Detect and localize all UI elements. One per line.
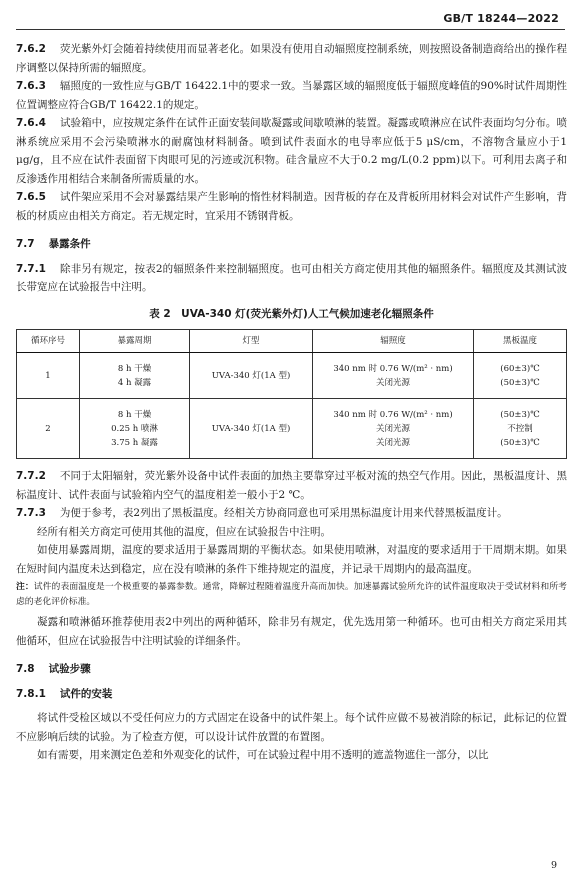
table-row <box>17 399 567 459</box>
note <box>16 580 567 609</box>
clause-text: 除非另有规定，按表2的辐照条件来控制辐照度。也可由相关方商定使用其他的辐照条件。辐照度及其测试波长带宽应在试验报告中注明。 <box>16 262 567 293</box>
clause-number: 7.7.1 <box>16 262 46 275</box>
black-panel-temperature: (50±3)℃ 不控制 (50±3)℃ <box>474 399 567 459</box>
paragraph-masking: 如有需要，用来测定色差和外观变化的试件，可在试验过程中用不透明的遮盖物遮住一部分，以比 <box>37 749 489 761</box>
header-rule <box>16 29 565 30</box>
col-header-period: 暴露周期 <box>80 330 190 353</box>
exposure-period: 8 h 干燥 4 h 凝露 <box>80 353 190 399</box>
clause-7-7-3 <box>16 504 567 523</box>
lamp-type: UVA-340 灯(1A 型) <box>190 353 313 399</box>
section-heading-7-8-1 <box>16 685 567 704</box>
table-2-title: 表 2 UVA-340 灯(荧光紫外灯)人工气候加速老化辐照条件 <box>149 307 434 320</box>
col-header-cycle: 循环序号 <box>17 330 80 353</box>
clause-number: 7.6.3 <box>16 80 46 92</box>
section-title: 暴露条件 <box>48 238 91 250</box>
col-header-lamp: 灯型 <box>190 330 313 353</box>
paragraph-cycles: 凝露和喷淋循环推荐使用表2中列出的两种循环，除非另有规定，优先选用第一种循环。也可由相关方商定采用其他循环，但应在试验报告中注明试验的详细条件。 <box>16 616 567 647</box>
standard-number: GB/T 18244—2022 <box>443 12 559 25</box>
paragraph-mounting: 将试件受检区域以不受任何应力的方式固定在设备中的试件架上。每个试件应做不易被消除的标记，此标记的位置不应影响后续的试验。为了检查方便，可以设计试件放置的布置图。 <box>16 712 567 743</box>
exposure-period: 8 h 干燥 0.25 h 喷淋 3.75 h 凝露 <box>80 399 190 459</box>
table-2 <box>16 329 567 459</box>
clause-number: 7.6.5 <box>16 191 46 203</box>
irradiance: 340 nm 时 0.76 W/(m² · nm) 关闭光源 关闭光源 <box>313 399 474 459</box>
cycle-number: 2 <box>17 399 80 459</box>
clause-7-7-2 <box>16 467 567 504</box>
note-text: 试件的表面温度是一个极重要的暴露参数。通常，降解过程随着温度升高而加快。加速暴露试验所允许的试件温度取决于受试材料和所考虑的老化评价标准。 <box>16 582 567 607</box>
clause-number: 7.7.3 <box>16 507 46 519</box>
clause-7-6-4 <box>16 114 567 188</box>
section-title: 试件的安装 <box>59 687 113 700</box>
clause-text: 为便于参考，表2列出了黑板温度。经相关方协商同意也可采用黑标温度计用来代替黑板温度计。 <box>59 507 508 519</box>
lamp-type: UVA-340 灯(1A 型) <box>190 399 313 459</box>
irradiance: 340 nm 时 0.76 W/(m² · nm) 关闭光源 <box>313 353 474 399</box>
clause-7-7-1 <box>16 260 567 297</box>
note-label: 注： <box>16 582 34 592</box>
table-header-row <box>17 330 567 353</box>
clause-7-6-2 <box>16 40 567 77</box>
paragraph-dry-period: 如使用暴露周期，温度的要求适用于暴露周期的平衡状态。如果使用喷淋，对温度的要求适用于干周期末期。如果在短时间内温度未达到稳定，应在没有喷淋的条件下维持规定的温度，并记录干周期内的最高温度。 <box>16 544 567 575</box>
clause-text: 试验箱中，应按规定条件在试件正面安装间歇凝露或间歇喷淋的装置。凝露或喷淋应在试件表面均匀分布。喷淋系统应采用不会污染喷淋水的耐腐蚀材料制备。喷到试件表面水的电导率应低于5 μS/cm，不溶物含量应小于1 μg/g，且不应在试件表面留下肉眼可见的污迹或沉积物。硅含量应不大于0.2 mg/L(0.2 ppm)以下。可利用去离子和反渗透作用相结合来制备所需质量的水。 <box>16 117 567 185</box>
cycle-number: 1 <box>17 353 80 399</box>
section-heading-7-7 <box>16 235 567 254</box>
clause-text: 试件架应采用不会对暴露结果产生影响的惰性材料制造。因背板的存在及背板所用材料会对试件产生影响，背板的材质应由相关方商定。若无规定时，宜采用不锈钢背板。 <box>16 191 567 222</box>
clause-number: 7.6.2 <box>16 43 46 55</box>
clause-text: 不同于太阳辐射，荧光紫外设备中试件表面的加热主要靠穿过平板对流的热空气作用。因此，黑板温度计、黑标温度计、试件表面与试验箱内空气的温度相差一般小于2 ℃。 <box>16 470 567 501</box>
section-number: 7.7 <box>16 238 35 250</box>
clause-number: 7.7.2 <box>16 470 46 482</box>
paragraph-other-temperature: 经所有相关方商定可使用其他的温度，但应在试验报告中注明。 <box>37 525 331 538</box>
black-panel-temperature: (60±3)℃ (50±3)℃ <box>474 353 567 399</box>
page-number: 9 <box>550 860 557 871</box>
clause-7-6-5 <box>16 188 567 225</box>
section-number: 7.8.1 <box>16 687 46 700</box>
clause-text: 辐照度的一致性应与GB/T 16422.1中的要求一致。当暴露区域的辐照度低于辐照度峰值的90%时试件周期性位置调整应符合GB/T 16422.1的规定。 <box>16 80 567 111</box>
table-row <box>17 353 567 399</box>
page-content <box>16 40 567 765</box>
section-heading-7-8 <box>16 660 567 679</box>
col-header-irradiance: 辐照度 <box>313 330 474 353</box>
section-title: 试验步骤 <box>48 663 91 675</box>
clause-7-6-3 <box>16 77 567 114</box>
clause-number: 7.6.4 <box>16 117 46 129</box>
col-header-temperature: 黑板温度 <box>474 330 567 353</box>
section-number: 7.8 <box>16 663 35 675</box>
clause-text: 荧光紫外灯会随着持续使用而显著老化。如果没有使用自动辐照度控制系统，则按照设备制造商给出的操作程序调整以保持所需的辐照度。 <box>16 43 567 74</box>
